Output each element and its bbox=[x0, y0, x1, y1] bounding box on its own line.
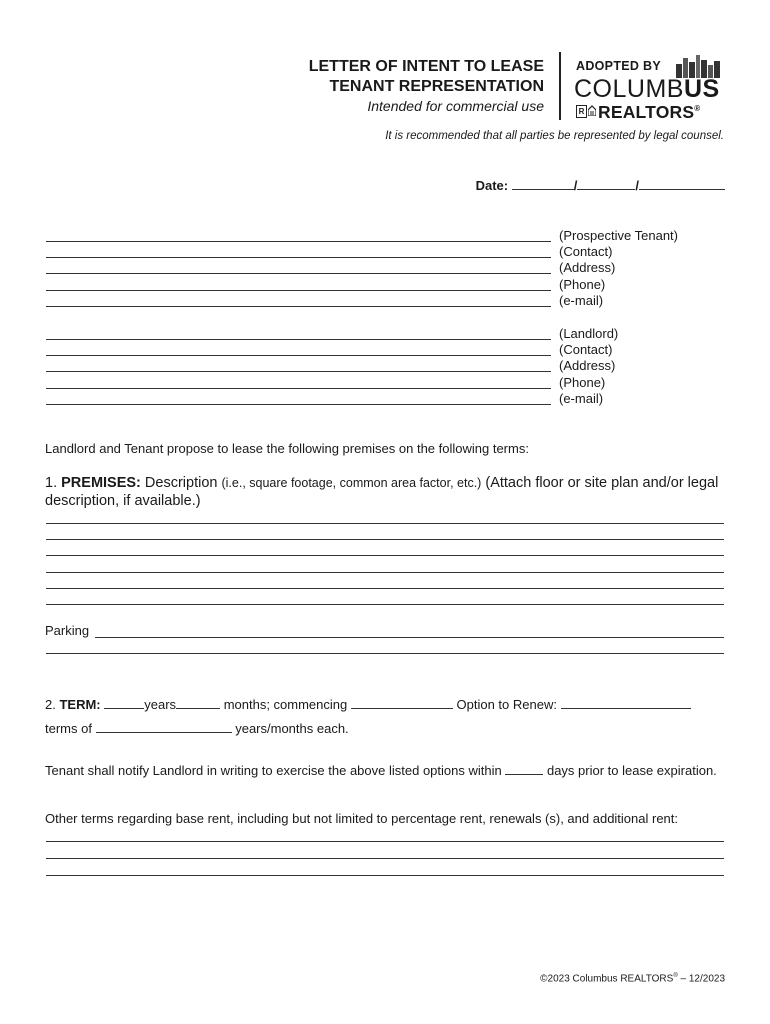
landlord-email-label: (e-mail) bbox=[559, 391, 604, 406]
landlord-contact-label: (Contact) bbox=[559, 342, 613, 357]
term-heading: TERM: bbox=[59, 697, 101, 712]
intro-text: Landlord and Tenant propose to lease the following premises on the following terms: bbox=[45, 441, 529, 456]
parking-label: Parking bbox=[45, 623, 90, 638]
logo-adopted-by: ADOPTED BY bbox=[576, 59, 661, 73]
landlord-phone-label: (Phone) bbox=[559, 375, 606, 390]
tenant-phone-label: (Phone) bbox=[559, 277, 606, 292]
tenant-address-label: (Address) bbox=[559, 260, 616, 275]
landlord-address-label: (Address) bbox=[559, 358, 616, 373]
other-terms-line-3[interactable] bbox=[46, 875, 724, 876]
parking-line[interactable] bbox=[95, 637, 724, 638]
tenant-phone-line[interactable] bbox=[46, 290, 551, 291]
equal-housing-icon bbox=[588, 105, 596, 116]
term-row: 2. TERM: years months; commencing Option to Renew: bbox=[45, 696, 691, 712]
term-months-blank[interactable] bbox=[176, 696, 220, 709]
premises-line-6[interactable] bbox=[46, 604, 724, 605]
notify-days-blank[interactable] bbox=[505, 762, 543, 775]
premises-line-3[interactable] bbox=[46, 555, 724, 556]
parking-line-2[interactable] bbox=[46, 653, 724, 654]
option-to-renew-blank[interactable] bbox=[561, 696, 691, 709]
tenant-name-label: (Prospective Tenant) bbox=[559, 228, 678, 243]
logo-realtors: REALTORS® bbox=[598, 102, 701, 122]
date-sep-1: / bbox=[573, 178, 578, 193]
premises-line-2[interactable] bbox=[46, 539, 724, 540]
landlord-address-line[interactable] bbox=[46, 371, 551, 372]
date-label: Date: bbox=[475, 178, 509, 193]
notify-paragraph: Tenant shall notify Landlord in writing to exercise the above listed options within days prior to lease expiration. bbox=[45, 763, 717, 778]
document-subtitle: Intended for commercial use bbox=[367, 98, 544, 114]
date-day-blank[interactable] bbox=[577, 177, 635, 190]
date-year-blank[interactable] bbox=[639, 177, 725, 190]
landlord-phone-line[interactable] bbox=[46, 388, 551, 389]
footer-copyright: ©2023 Columbus REALTORS® – 12/2023 bbox=[540, 973, 725, 985]
logo-columbus: COLUMBUS bbox=[574, 75, 720, 103]
tenant-email-label: (e-mail) bbox=[559, 293, 604, 308]
columbus-realtors-logo bbox=[574, 52, 734, 124]
realtor-r-icon: R bbox=[576, 105, 587, 118]
date-month-blank[interactable] bbox=[512, 177, 574, 190]
landlord-name-line[interactable] bbox=[46, 339, 551, 340]
premises-line-5[interactable] bbox=[46, 588, 724, 589]
document-title-line2: TENANT REPRESENTATION bbox=[329, 78, 544, 95]
terms-of-blank[interactable] bbox=[96, 720, 232, 733]
tenant-email-line[interactable] bbox=[46, 306, 551, 307]
term-commencing-blank[interactable] bbox=[351, 696, 453, 709]
premises-line-4[interactable] bbox=[46, 572, 724, 573]
date-sep-2: / bbox=[635, 178, 639, 193]
premises-heading: PREMISES: bbox=[61, 475, 141, 491]
landlord-contact-line[interactable] bbox=[46, 355, 551, 356]
premises-line-1[interactable] bbox=[46, 523, 724, 524]
other-terms-line-2[interactable] bbox=[46, 858, 724, 859]
document-title-line1: LETTER OF INTENT TO LEASE bbox=[308, 58, 544, 75]
tenant-contact-line[interactable] bbox=[46, 257, 551, 258]
premises-section: 1. PREMISES: Description (i.e., square footage, common area factor, etc.) (Attach floor or site plan and/or legal description, if available.) bbox=[45, 475, 719, 509]
legal-counsel-note: It is recommended that all parties be represented by legal counsel. bbox=[385, 130, 724, 142]
tenant-contact-label: (Contact) bbox=[559, 244, 613, 259]
landlord-name-label: (Landlord) bbox=[559, 326, 619, 341]
other-terms-line-1[interactable] bbox=[46, 841, 724, 842]
header-divider bbox=[559, 52, 561, 120]
tenant-name-line[interactable] bbox=[46, 241, 551, 242]
term-years-blank[interactable] bbox=[104, 696, 144, 709]
date-field[interactable] bbox=[476, 177, 725, 193]
landlord-email-line[interactable] bbox=[46, 404, 551, 405]
other-terms-text: Other terms regarding base rent, including but not limited to percentage rent, renewals (s), and additional rent: bbox=[45, 811, 679, 826]
terms-of-row: terms of years/months each. bbox=[45, 721, 349, 736]
tenant-address-line[interactable] bbox=[46, 273, 551, 274]
